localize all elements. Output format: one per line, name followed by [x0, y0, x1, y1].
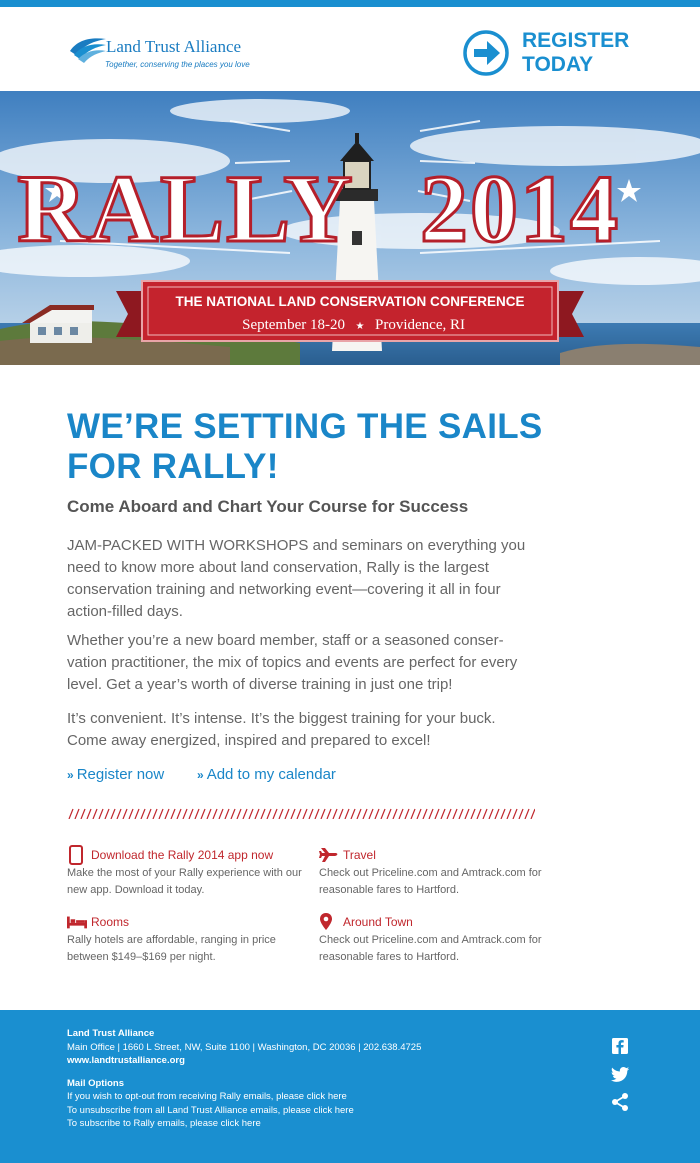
divider-slash — [147, 809, 151, 819]
audience-paragraph: Whether you’re a new board member, staff or a seasoned conser-vation practitioner, the mix of topics and events are perfect for every level. Get a year’s worth of diverse training in just one trip! — [67, 632, 518, 693]
divider-slash — [279, 809, 283, 819]
email-header — [0, 7, 700, 91]
hero-word-left: RALLY — [17, 155, 355, 262]
divider-slash — [369, 809, 373, 819]
divider-slash — [381, 809, 385, 819]
divider-slash — [321, 809, 325, 819]
divider-slash — [315, 809, 319, 819]
divider-slash — [189, 809, 193, 819]
arrow-right-circle-icon — [462, 29, 510, 77]
feature-travel-title-text: Travel — [343, 848, 376, 862]
divider-slash — [285, 809, 289, 819]
top-accent-bar — [0, 0, 700, 7]
divider-slash — [177, 809, 181, 819]
divider-slash — [153, 809, 157, 819]
divider-slash — [165, 809, 169, 819]
footer-address: Main Office | 1660 L Street, NW, Suite 1100 | Washington, DC 20036 | 202.638.4725 — [67, 1041, 422, 1053]
divider-slash — [465, 809, 469, 819]
register-today-button[interactable] — [462, 29, 662, 89]
divider-slash — [417, 809, 421, 819]
feature-rooms-title[interactable] — [67, 912, 302, 932]
divider-slash — [255, 809, 259, 819]
divider-slash — [183, 809, 187, 819]
divider-slash — [435, 809, 439, 819]
divider-slash — [159, 809, 163, 819]
divider-slash — [225, 809, 229, 819]
divider-slash — [495, 809, 499, 819]
airplane-icon — [319, 845, 339, 865]
divider-slash — [513, 809, 517, 819]
intro-paragraph: JAM-PACKED WITH WORKSHOPS and seminars on everything you need to know more about land conservation, Rally is the largest conservation training and networking event—covering it all in four action-filled days. — [67, 537, 526, 620]
divider-slash — [363, 809, 367, 819]
divider-slash — [297, 809, 301, 819]
divider-slash — [309, 809, 313, 819]
divider-slash — [81, 809, 85, 819]
logo-name: Land Trust Alliance — [106, 37, 242, 56]
divider-slash — [477, 809, 481, 819]
divider-slash — [489, 809, 493, 819]
feature-around-town-body: Check out Priceline.com and Amtrack.com for reasonable fares to Hartford. — [319, 934, 542, 963]
register-now-label: Register now — [76, 766, 165, 783]
divider-slash — [117, 809, 121, 819]
divider-slash — [261, 809, 265, 819]
divider-slash — [111, 809, 115, 819]
divider-slash — [171, 809, 175, 819]
divider-slash — [471, 809, 475, 819]
divider-slash — [501, 809, 505, 819]
double-chevron-icon: » — [67, 768, 74, 782]
divider-slash — [375, 809, 379, 819]
divider-slash — [411, 809, 415, 819]
conference-ribbon — [116, 281, 584, 341]
value-paragraph: It’s convenient. It’s intense. It’s the biggest training for your buck. Come away energized, inspired and prepared to excel! — [67, 710, 496, 749]
divider-slash — [291, 809, 295, 819]
facebook-icon[interactable] — [610, 1036, 630, 1056]
feature-app-body: Make the most of your Rally experience with our new app. Download it today. — [67, 867, 302, 896]
feature-travel — [319, 845, 554, 899]
bed-icon — [67, 912, 87, 932]
divider-slash — [129, 809, 133, 819]
divider-slash — [333, 809, 337, 819]
divider-slash — [303, 809, 307, 819]
feature-rooms-body: Rally hotels are affordable, ranging in price between $149–$169 per night. — [67, 934, 276, 963]
divider-slash — [219, 809, 223, 819]
twitter-icon[interactable] — [610, 1064, 630, 1084]
divider-slash — [135, 809, 139, 819]
subscribe-link[interactable]: To subscribe to Rally emails, please click here — [67, 1118, 261, 1129]
divider-slash — [213, 809, 217, 819]
add-to-calendar-label: Add to my calendar — [206, 766, 336, 783]
divider-slash — [327, 809, 331, 819]
feature-app-title[interactable] — [67, 845, 302, 865]
double-chevron-icon: » — [197, 768, 204, 782]
feature-travel-body: Check out Priceline.com and Amtrack.com for reasonable fares to Hartford. — [319, 867, 542, 896]
footer-website-link[interactable]: www.landtrustalliance.org — [67, 1055, 185, 1066]
feature-travel-title[interactable] — [319, 845, 554, 865]
divider-slash — [231, 809, 235, 819]
feature-around-town — [319, 912, 554, 966]
divider-slash — [99, 809, 103, 819]
divider-slash — [93, 809, 97, 819]
divider-slash — [87, 809, 91, 819]
footer-info — [67, 1027, 547, 1131]
hero-illustration — [0, 91, 700, 365]
hero-word-right: 2014 — [420, 155, 620, 262]
ribbon-star-icon: ★ — [355, 321, 365, 332]
divider-slash — [249, 809, 253, 819]
add-to-calendar-link[interactable] — [197, 766, 336, 783]
divider-slash — [441, 809, 445, 819]
divider-slash — [453, 809, 457, 819]
divider-slash — [399, 809, 403, 819]
divider-slash — [525, 809, 529, 819]
slash-divider — [67, 807, 535, 819]
divider-slash — [507, 809, 511, 819]
footer-org-name: Land Trust Alliance — [67, 1028, 155, 1039]
divider-slash — [243, 809, 247, 819]
feature-app-title-text: Download the Rally 2014 app now — [91, 848, 274, 862]
divider-slash — [519, 809, 523, 819]
ribbon-title: THE NATIONAL LAND CONSERVATION CONFERENCE — [175, 294, 525, 309]
opt-out-link[interactable]: If you wish to opt-out from receiving Rally emails, please click here — [67, 1091, 347, 1102]
register-now-link[interactable] — [67, 766, 164, 783]
divider-slash — [201, 809, 205, 819]
divider-slash — [75, 809, 79, 819]
feature-around-town-title[interactable] — [319, 912, 554, 932]
divider-slash — [459, 809, 463, 819]
divider-slash — [237, 809, 241, 819]
divider-slash — [105, 809, 109, 819]
logo-tagline: Together, conserving the places you love — [105, 60, 250, 69]
divider-slash — [357, 809, 361, 819]
email-footer — [0, 1010, 700, 1163]
subheadline: Come Aboard and Chart Your Course for Success — [67, 497, 469, 516]
divider-slash — [339, 809, 343, 819]
headline: WE’RE SETTING THE SAILS FOR RALLY! — [67, 407, 543, 486]
map-pin-icon — [319, 912, 339, 932]
unsubscribe-link[interactable]: To unsubscribe from all Land Trust Alliance emails, please click here — [67, 1104, 354, 1116]
divider-slash — [273, 809, 277, 819]
land-trust-alliance-logo[interactable] — [68, 33, 268, 79]
divider-slash — [141, 809, 145, 819]
divider-slash — [531, 809, 535, 819]
divider-slash — [195, 809, 199, 819]
ribbon-dates: September 18-20 — [242, 317, 345, 333]
ribbon-location: Providence, RI — [375, 317, 465, 333]
divider-slash — [423, 809, 427, 819]
register-today-label: REGISTER TODAY — [522, 29, 630, 76]
divider-slash — [351, 809, 355, 819]
divider-slash — [207, 809, 211, 819]
divider-slash — [69, 809, 73, 819]
feature-rooms — [67, 912, 302, 966]
divider-slash — [267, 809, 271, 819]
divider-slash — [345, 809, 349, 819]
divider-slash — [483, 809, 487, 819]
cta-links — [67, 766, 547, 788]
wave-logo-icon — [68, 33, 108, 69]
mail-options-heading: Mail Options — [67, 1077, 124, 1089]
phone-icon — [67, 845, 87, 865]
feature-around-town-title-text: Around Town — [343, 915, 413, 929]
divider-slash — [387, 809, 391, 819]
divider-slash — [393, 809, 397, 819]
share-icon[interactable] — [610, 1092, 630, 1112]
divider-slash — [429, 809, 433, 819]
divider-slash — [405, 809, 409, 819]
divider-slash — [123, 809, 127, 819]
feature-app — [67, 845, 302, 899]
hero-banner — [0, 91, 700, 365]
feature-rooms-title-text: Rooms — [91, 915, 130, 929]
divider-slash — [447, 809, 451, 819]
